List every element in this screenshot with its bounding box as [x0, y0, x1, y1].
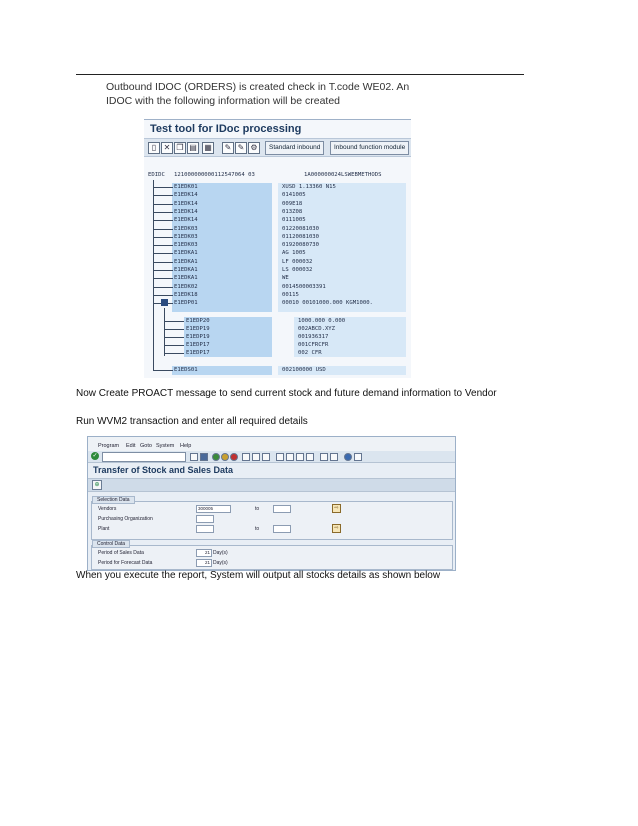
header-rule — [76, 74, 524, 75]
intro-line-1: Outbound IDOC (ORDERS) is created check in T.code WE02. An — [106, 81, 410, 93]
menu-program[interactable]: Program — [98, 443, 120, 449]
to-label: to — [255, 526, 260, 532]
back-icon[interactable] — [190, 453, 198, 461]
copy-icon[interactable]: ❐ — [174, 142, 186, 154]
wvm2-screenshot — [87, 436, 456, 571]
menu-bar — [88, 437, 455, 452]
vendors-to-field[interactable] — [273, 505, 291, 513]
segment-name[interactable]: E1EDK18 — [174, 291, 198, 298]
next-page-icon[interactable] — [296, 453, 304, 461]
segment-name[interactable]: E1EDK03 — [174, 225, 198, 232]
child-segment-value: 001936317 — [298, 334, 329, 340]
document-icon[interactable]: ▯ — [148, 142, 160, 154]
idoc-toolbar — [144, 138, 411, 157]
paragraph-proact: Now Create PROACT message to send current stock and future demand information to Vendor — [76, 388, 497, 399]
control-data-group — [91, 541, 453, 570]
intro-line-2: IDOC with the following information will be created — [106, 95, 341, 107]
segment-name[interactable]: E1EDK14 — [174, 217, 198, 224]
exit-icon[interactable] — [221, 453, 229, 461]
child-segment-value: 002 CFR — [298, 350, 322, 356]
plant-to-field[interactable] — [273, 525, 291, 533]
application-toolbar — [88, 478, 455, 492]
group-header: Selection Data — [92, 496, 135, 504]
enter-icon[interactable]: ✓ — [92, 453, 98, 459]
segment-value: 00010 00101000.000 KGM1000. — [282, 300, 373, 307]
sales-period-field[interactable]: 21 — [196, 549, 212, 557]
save-icon[interactable] — [200, 453, 208, 461]
segment-value: 0111005 — [282, 217, 306, 224]
execute-icon[interactable]: ⚙ — [248, 142, 260, 154]
screen-title: Transfer of Stock and Sales Data — [93, 465, 234, 475]
menu-goto[interactable]: Goto — [140, 443, 152, 449]
segment-value: 01220081030 — [282, 225, 320, 232]
plant-label: Plant — [98, 526, 110, 532]
print-icon[interactable] — [242, 453, 250, 461]
inbound-function-module-button[interactable]: Inbound function module — [330, 141, 409, 155]
back-icon[interactable] — [212, 453, 220, 461]
edit-icon[interactable]: ✎ — [235, 142, 247, 154]
segment-value: 0014500003391 — [282, 283, 326, 290]
child-segment-name[interactable]: E1EDP19 — [186, 326, 210, 332]
to-label: to — [255, 506, 260, 512]
vendors-from-field[interactable]: 300005 — [196, 505, 231, 513]
child-segment-value: 001CFRCFR — [298, 342, 329, 348]
idoc-screen-title: Test tool for IDoc processing — [150, 123, 302, 135]
segment-name[interactable]: E1EDKA1 — [174, 250, 198, 257]
segment-name[interactable]: E1EDK14 — [174, 192, 198, 199]
idoc-root-value-2: 1A000000024LSWEBMETHODS — [304, 172, 382, 178]
layout-icon[interactable] — [354, 453, 362, 461]
multiple-selection-icon[interactable]: ⇨ — [332, 524, 341, 533]
segment-name[interactable]: E1EDP01 — [174, 300, 198, 307]
segment-name[interactable]: E1EDKA1 — [174, 258, 198, 265]
segment-name[interactable]: E1EDKA1 — [174, 275, 198, 282]
menu-system[interactable]: System — [156, 443, 175, 449]
idoc-root-value: 121000000000112547064 03 — [174, 172, 255, 178]
last-page-icon[interactable] — [306, 453, 314, 461]
prev-page-icon[interactable] — [286, 453, 294, 461]
segment-value: LF 000032 — [282, 258, 313, 265]
menu-edit[interactable]: Edit — [126, 443, 136, 449]
table-icon[interactable]: ▦ — [202, 142, 214, 154]
purch-org-field[interactable] — [196, 515, 214, 523]
standard-toolbar — [88, 451, 455, 463]
segment-value: 002100000 USD — [282, 367, 326, 373]
child-segment-name[interactable]: E1EDP17 — [186, 342, 210, 348]
standard-inbound-button[interactable]: Standard inbound — [265, 141, 324, 155]
intro-text — [106, 80, 526, 108]
command-field[interactable] — [102, 452, 186, 462]
segment-value: AG 1005 — [282, 250, 306, 257]
child-segment-value: 002ABCD.XYZ — [298, 326, 336, 332]
segment-value: 0141005 — [282, 192, 306, 199]
find-icon[interactable] — [252, 453, 260, 461]
delete-icon[interactable]: ✕ — [161, 142, 173, 154]
expand-node-icon[interactable] — [161, 299, 168, 306]
segment-name[interactable]: E1EDK14 — [174, 208, 198, 215]
edit-icon[interactable]: ✎ — [222, 142, 234, 154]
segment-name[interactable]: E1EDK02 — [174, 283, 198, 290]
cancel-icon[interactable] — [230, 453, 238, 461]
multiple-selection-icon[interactable]: ⇨ — [332, 504, 341, 513]
segment-name[interactable]: E1EDK03 — [174, 242, 198, 249]
sales-period-unit: Day(s) — [213, 550, 228, 556]
execute-icon[interactable]: ⊕ — [92, 480, 102, 490]
purch-org-label: Purchasing Organization — [98, 516, 153, 522]
segment-name[interactable]: E1EDK14 — [174, 200, 198, 207]
segment-name[interactable]: E1EDS01 — [174, 367, 198, 373]
segment-value: 00115 — [282, 291, 299, 298]
selection-data-group — [91, 497, 453, 540]
help-icon[interactable] — [344, 453, 352, 461]
segment-value: 009E18 — [282, 200, 303, 207]
find-next-icon[interactable] — [262, 453, 270, 461]
forecast-period-field[interactable]: 21 — [196, 559, 212, 567]
paragraph-wvm2: Run WVM2 transaction and enter all required details — [76, 416, 308, 427]
group-header: Control Data — [92, 540, 130, 548]
paragraph-execute: When you execute the report, System will output all stocks details as shown below — [76, 570, 441, 581]
new-session-icon[interactable] — [320, 453, 328, 461]
segment-value: LS 000032 — [282, 267, 313, 273]
vendors-label: Vendors — [98, 506, 117, 512]
menu-help[interactable]: Help — [180, 443, 192, 449]
child-segment-name[interactable]: E1EDP17 — [186, 350, 210, 356]
shortcut-icon[interactable] — [330, 453, 338, 461]
plant-from-field[interactable] — [196, 525, 214, 533]
sales-period-label: Period of Sales Data — [98, 550, 144, 556]
segment-name[interactable]: E1EDK01 — [174, 184, 198, 190]
idoc-root-label: EDIDC — [148, 172, 165, 178]
idoc-screenshot — [144, 119, 411, 378]
child-segment-value: 1000.000 0.000 — [298, 318, 346, 324]
segment-name[interactable]: E1EDK03 — [174, 233, 198, 240]
child-segment-name[interactable]: E1EDP19 — [186, 334, 210, 340]
forecast-period-unit: Day(s) — [213, 560, 228, 566]
segment-value: 01920080730 — [282, 242, 320, 249]
segment-value: 013Z08 — [282, 208, 303, 215]
forecast-period-label: Period for Forecast Data — [98, 560, 153, 566]
first-page-icon[interactable] — [276, 453, 284, 461]
segment-value: 01120081030 — [282, 233, 320, 240]
child-segment-name[interactable]: E1EDP20 — [186, 318, 210, 324]
segment-name[interactable]: E1EDKA1 — [174, 267, 198, 273]
segment-value: XUSD 1.13360 N15 — [282, 184, 336, 190]
save-icon[interactable]: ▤ — [187, 142, 199, 154]
segment-value: WE — [282, 275, 289, 282]
